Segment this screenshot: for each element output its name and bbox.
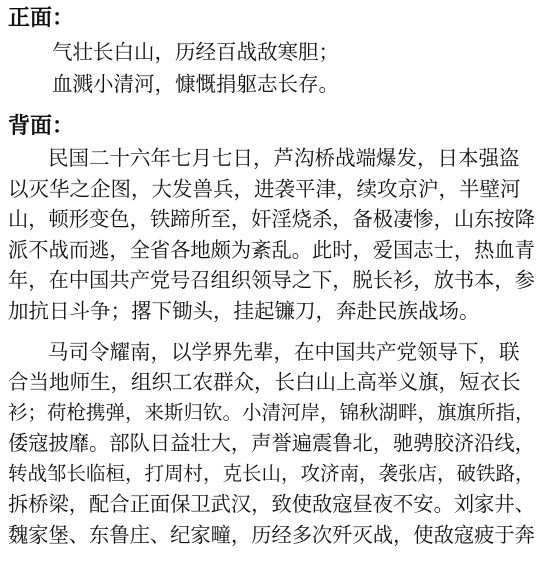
back-paragraph-1-line-3: 山，顿形变色，铁蹄所至，奸淫烧杀，备极凄惨，山东按降 [8,207,535,231]
back-paragraph-2-line-1: 马司令耀南，以学界先辈，在中国共产党领导下，联 [48,340,520,364]
back-paragraph-1-line-2: 以灭华之企图，大发兽兵，进袭平津，续攻京沪，半壁河 [8,177,521,201]
back-paragraph-2-line-5: 转战邹长临桓，打周村，克长山，攻济南，袭张店，破铁路， [8,462,535,485]
back-paragraph-2-line-6: 拆桥梁，配合正面保卫武汉，致使敌寇昼夜不安。刘家井、 [8,492,535,516]
back-paragraph-1-line-4: 派不战而逃，全省各地颇为紊乱。此时，爱国志士，热血青 [8,238,535,262]
front-couplet-line-2: 血溅小清河，慷慨捐躯志长存。 [52,72,339,96]
back-paragraph-2-line-3: 衫；荷枪携弹，来斯归钦。小清河岸，锦秋湖畔，旗旗所指， [8,401,535,424]
back-paragraph-1-line-6: 加抗日斗争；撂下锄头，挂起镰刀，奔赴民族战场。 [8,299,480,323]
back-paragraph-2-line-4: 倭寇披靡。部队日益壮大，声誉遍震鲁北，驰骋胶济沿线， [8,431,535,455]
back-paragraph-2-line-7: 魏家堡、东鲁庄、纪家疃，历经多次歼灭战，使敌寇疲于奔 [8,523,535,547]
back-paragraph-2-line-2: 合当地师生，组织工农群众，长白山上高举义旗，短衣长 [8,370,521,394]
back-paragraph-1-line-1: 民国二十六年七月七日，芦沟桥战端爆发，日本强盗 [48,146,520,170]
back-paragraph-1-line-5: 年，在中国共产党号召组织领导之下，脱长衫，放书本，参 [8,268,535,292]
front-couplet-line-1: 气壮长白山，历经百战敌寒胆； [52,40,339,64]
back-heading: 背面： [8,114,75,139]
front-heading: 正面： [8,6,75,31]
